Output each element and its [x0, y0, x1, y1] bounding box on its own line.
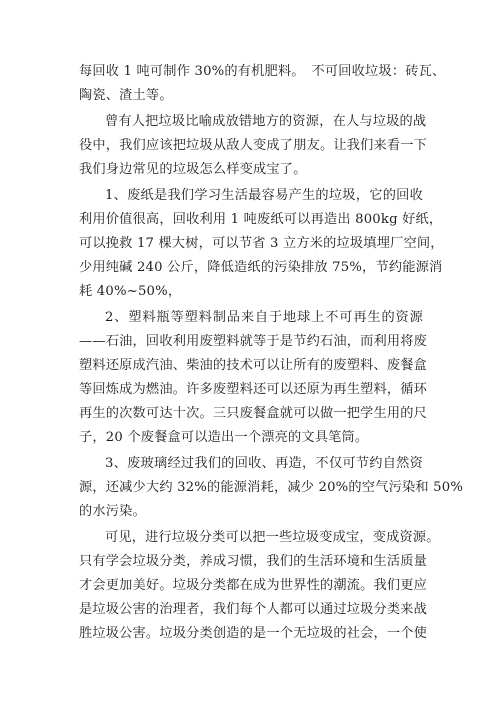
text-line: 子，20 个废餐盒可以造出一个漂亮的文具笔筒。 — [79, 430, 369, 445]
text-line: 少用纯碱 240 公斤，降低造纸的污染排放 75%，节约能源消 — [79, 260, 443, 275]
text-line: 才会更加美好。垃圾分类都在成为世界性的潮流。我们更应 — [79, 578, 428, 593]
text-line: ——石油，回收利用废塑料就等于是节约石油，而利用将废 — [79, 334, 428, 349]
text-line: 可以挽救 17 棵大树，可以节省 3 立方米的垃圾填埋厂空间， — [79, 236, 444, 251]
text-line: 源，还减少大约 32%的能源消耗，减少 20%的空气污染和 50% — [79, 480, 464, 495]
paragraph-first-line: 1、废纸是我们学习生活最容易产生的垃圾，它的回收 — [105, 188, 423, 203]
text-line: 再生的次数可达十次。三只废餐盒就可以做一把学生用的尺 — [79, 406, 428, 421]
text-line: 陶瓷、渣土等。 — [79, 88, 173, 103]
text-line: 耗 40%~50%， — [79, 284, 182, 299]
text-line: 的水污染。 — [79, 504, 146, 519]
paragraph-first-line: 可见，进行垃圾分类可以把一些垃圾变成宝，变成资源。 — [105, 530, 440, 545]
text-line: 是垃圾公害的治理者，我们每个人都可以通过垃圾分类来战 — [79, 602, 428, 617]
text-line: 利用价值很高，回收利用 1 吨废纸可以再造出 800kg 好纸， — [79, 212, 443, 227]
text-line: 每回收 1 吨可制作 30%的有机肥料。 不可回收垃圾：砖瓦、 — [79, 64, 446, 79]
text-line: 役中，我们应该把垃圾从敌人变成了朋友。让我们来看一下 — [79, 138, 428, 153]
paragraph-first-line: 2、塑料瓶等塑料制品来自于地球上不可再生的资源 — [105, 310, 423, 325]
paragraph-first-line: 曾有人把垃圾比喻成放错地方的资源，在人与垃圾的战 — [105, 114, 427, 129]
text-line: 我们身边常见的垃圾怎么样变成宝了。 — [79, 162, 307, 177]
text-line: 只有学会垃圾分类，养成习惯，我们的生活环境和生活质量 — [79, 554, 428, 569]
text-line: 等回炼成为燃油。许多废塑料还可以还原为再生塑料，循环 — [79, 382, 428, 397]
text-line: 胜垃圾公害。垃圾分类创造的是一个无垃圾的社会，一个使 — [79, 626, 428, 641]
text-line: 塑料还原成汽油、柴油的技术可以让所有的废塑料、废餐盒 — [79, 358, 428, 373]
paragraph-first-line: 3、废玻璃经过我们的回收、再造，不仅可节约自然资 — [105, 456, 423, 471]
